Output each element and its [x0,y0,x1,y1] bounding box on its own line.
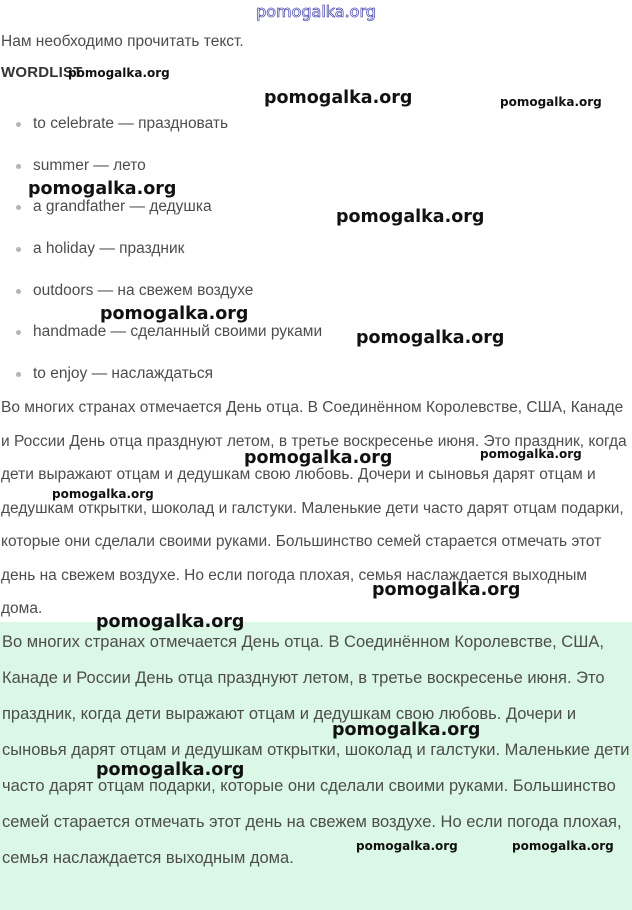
wordlist-item: handmade — сделанный своими руками [0,318,322,360]
watermark: pomogalka.org [336,207,485,227]
intro-text: Нам необходимо прочитать текст. [1,33,244,50]
watermark: pomogalka.org [372,580,521,600]
wordlist-title: WORDLIST [1,64,83,81]
wordlist-item: a holiday — праздник [0,235,322,277]
translation-block: Во многих странах отмечается День отца. В Соединённом Королевстве, США, Канаде и России День отца празднуют летом, в третье воскресенье июня. Это праздник, когда дети выражают отцам и дедушкам свою любовь. Дочери и сыновья дарят отцам и дедушкам открытки, шоколад и галстуки. Маленькие дети часто дарят отцам подарки, которые они сделали своими руками. Большинство семей старается отмечать этот день на свежем воздухе. Но если погода плохая, семья наслаждается выходным дома. [0,622,632,910]
wordlist [0,110,322,402]
watermark: pomogalka.org [356,328,505,348]
site-logo[interactable]: pomogalka.org [256,2,376,21]
watermark: pomogalka.org [332,720,481,740]
watermark: pomogalka.org [512,839,614,853]
reading-text: Во многих странах отмечается День отца. В Соединённом Королевстве, США, Канаде и России День отца празднуют летом, в третье воскресенье июня. Это праздник, когда дети выражают отцам и дедушкам свою любовь. Дочери и сыновья дарят отцам и дедушкам открытки, шоколад и галстуки. Маленькие дети часто дарят отцам подарки, которые они сделали своими руками. Большинство семей старается отмечать этот день на свежем воздухе. Но если погода плохая, семья наслаждается выходным дома. [1,399,627,617]
watermark: pomogalka.org [100,304,249,324]
watermark: pomogalka.org [52,487,154,501]
watermark: pomogalka.org [28,179,177,199]
wordlist-item: summer — лето [0,152,322,194]
wordlist-item: to celebrate — праздновать [0,110,322,152]
wordlist-item: a grandfather — дедушка [0,193,322,235]
wordlist-item: outdoors — на свежем воздухе [0,277,322,319]
watermark: pomogalka.org [244,448,393,468]
watermark: pomogalka.org [264,88,413,108]
watermark: pomogalka.org [96,760,245,780]
watermark: pomogalka.org [500,95,602,109]
wordlist-item: to enjoy — наслаждаться [0,360,322,402]
watermark: pomogalka.org [356,839,458,853]
watermark: pomogalka.org [480,447,582,461]
watermark: pomogalka.org [96,612,245,632]
watermark: pomogalka.org [68,66,170,80]
